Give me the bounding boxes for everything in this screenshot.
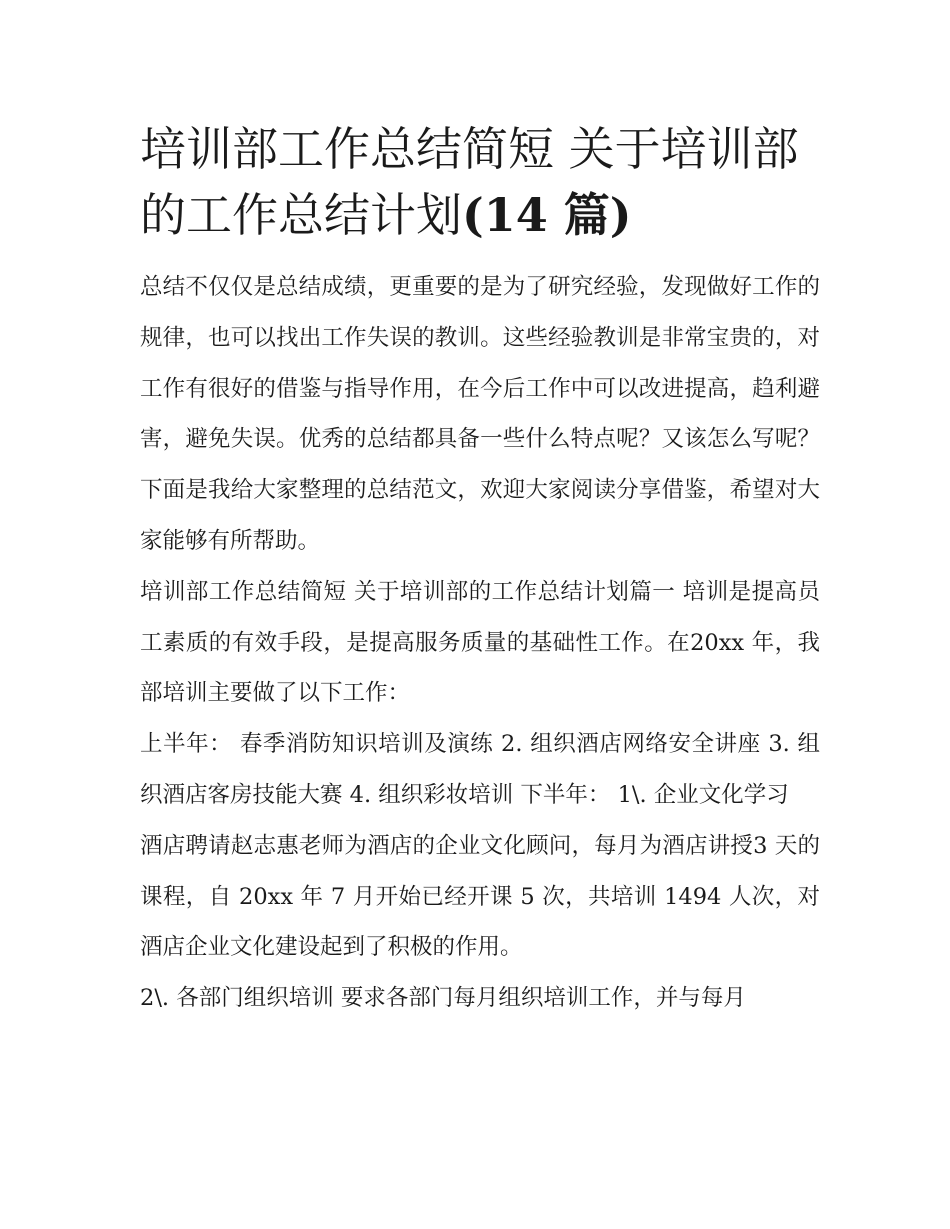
corporate-culture-paragraph: 酒店聘请赵志惠老师为酒店的企业文化顾问，每月为酒店讲授3 天的课程，自 20xx 年 7 月开始已经开课 5 次，共培训 1494 人次，对酒店企业文化建设起到了积极的作用。 [140,832,820,961]
intro-paragraph: 总结不仅仅是总结成绩，更重要的是为了研究经验，发现做好工作的规律，也可以找出工作失误的教训。这些经验教训是非常宝贵的，对工作有很好的借鉴与指导作用，在今后工作中可以改进提高，趋利避害，避免失误。优秀的总结都具备一些什么特点呢？又该怎么写呢？下面是我给大家整理的总结范文，欢迎大家阅读分享借鉴，希望对大家能够有所帮助。 [140,274,820,554]
department-training-paragraph: 2\. 各部门组织培训 要求各部门每月组织培训工作，并与每月 [140,985,746,1012]
first-half-year-paragraph: 上半年： 春季消防知识培训及演练 2. 组织酒店网络安全讲座 3. 组织酒店客房技能大赛 4. 组织彩妆培训 下半年： 1\. 企业文化学习 [140,731,820,808]
section-one-paragraph: 培训部工作总结简短 关于培训部的工作总结计划篇一 培训是提高员工素质的有效手段，是提高服务质量的基础性工作。在20xx 年，我部培训主要做了以下工作： [140,578,820,707]
title-count-text: (14 篇) [462,188,632,242]
document-body [140,116,820,1024]
title-main-text: 培训部工作总结简短 关于培训部的工作总结计划 [140,122,799,242]
document-title [140,116,820,248]
